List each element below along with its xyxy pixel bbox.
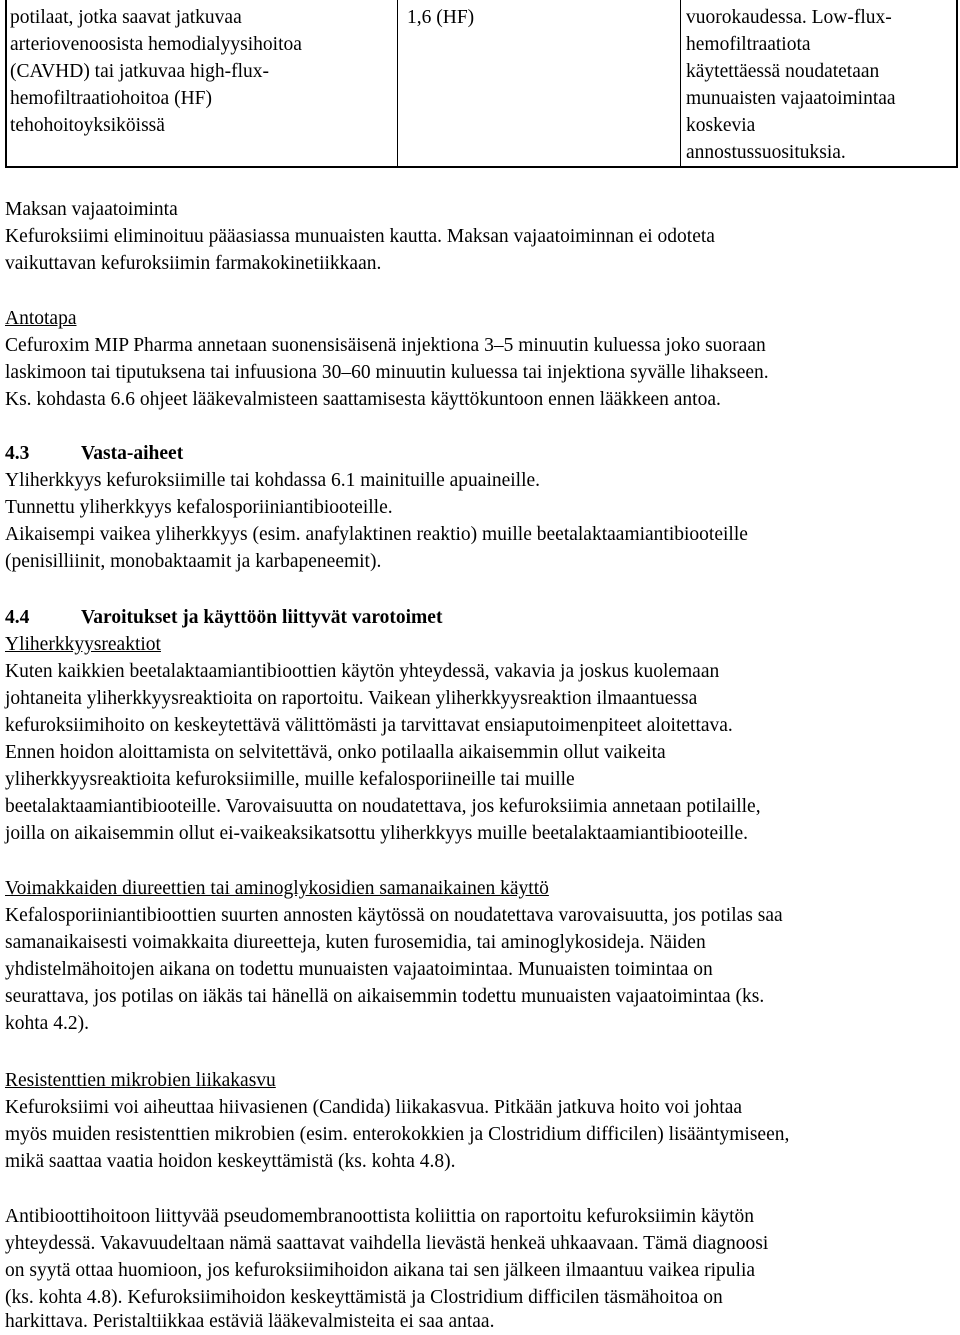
contraindication-line: (penisilliinit, monobaktaamit ja karbapeneemit).	[5, 551, 382, 572]
liver-heading: Maksan vajaatoiminta	[5, 199, 178, 220]
table-cell-note-line: annostussuosituksia.	[686, 142, 846, 163]
section-title: Vasta-aiheet	[81, 443, 184, 464]
table-cell-note-line: hemofiltraatiota	[686, 34, 811, 55]
hypersensitivity-line: Ennen hoidon aloittamista on selvitettävä, onko potilaalla aikaisemmin ollut vaikeita	[5, 742, 666, 763]
diuretics-line: kohta 4.2).	[5, 1013, 89, 1034]
diuretics-line: samanaikaisesti voimakkaita diureetteja, kuten furosemidia, tai aminoglykosideja. Näiden	[5, 932, 706, 953]
resistance-line: mikä saattaa vaatia hoidon keskeyttämistä (ks. kohta 4.8).	[5, 1151, 456, 1172]
contraindication-line: Tunnettu yliherkkyys kefalosporiiniantibiooteille.	[5, 497, 393, 518]
table-cell-note-line: koskevia	[686, 115, 756, 136]
section-title: Varoitukset ja käyttöön liittyvät varotoimet	[81, 607, 443, 628]
hypersensitivity-line: joilla on aikaisemmin ollut ei-vaikeaksikatsottu yliherkkyys muille beetalaktaamiantibiooteille.	[5, 823, 748, 844]
hypersensitivity-line: kefuroksiimihoito on keskeytettävä välittömästi ja tarvittavat ensiaputoimenpiteet aloitettava.	[5, 715, 733, 736]
colitis-line: Antibioottihoitoon liittyvää pseudomembranoottista koliittia on raportoitu kefuroksiimin käytön	[5, 1206, 755, 1227]
contraindication-line: Yliherkkyys kefuroksiimille tai kohdassa 6.1 mainituille apuaineille.	[5, 470, 541, 491]
section-number: 4.3	[5, 443, 30, 464]
table-divider-1	[397, 0, 398, 166]
hypersensitivity-heading: Yliherkkyysreaktiot	[5, 634, 161, 655]
diuretics-line: Kefalosporiiniantibioottien suurten annosten käytössä on noudatettava varovaisuutta, jos potilas saa	[5, 905, 783, 926]
table-cell-patients-line: (CAVHD) tai jatkuvaa high-flux-	[10, 61, 270, 82]
table-divider-2	[680, 0, 681, 166]
section-4-4-heading	[5, 604, 442, 631]
diuretics-heading: Voimakkaiden diureettien tai aminoglykosidien samanaikainen käyttö	[5, 878, 549, 899]
liver-text-line: vaikuttavan kefuroksiimin farmakokinetiikkaan.	[5, 253, 382, 274]
hypersensitivity-line: yliherkkyysreaktioita kefuroksiimille, muille kefalosporiineille tai muille	[5, 769, 575, 790]
diuretics-line: yhdistelmähoitojen aikana on todettu munuaisten vajaatoimintaa. Munuaisten toimintaa on	[5, 959, 713, 980]
section-4-3-heading	[5, 440, 183, 467]
hypersensitivity-line: Kuten kaikkien beetalaktaamiantibioottien käytön yhteydessä, vakavia ja joskus kuolemaan	[5, 661, 720, 682]
section-number: 4.4	[5, 607, 30, 628]
resistance-heading: Resistenttien mikrobien liikakasvu	[5, 1070, 276, 1091]
colitis-line: harkittava. Peristaltiikkaa estäviä lääkevalmisteita ei saa antaa.	[5, 1311, 495, 1332]
colitis-line: yhteydessä. Vakavuudeltaan nämä saattavat vaihdella lievästä henkeä uhkaavaan. Tämä diagnoosi	[5, 1233, 769, 1254]
colitis-line: on syytä ottaa huomioon, jos kefuroksiimihoidon aikana tai sen jälkeen ilmaantuu vaikea ripulia	[5, 1260, 756, 1281]
hypersensitivity-line: johtaneita yliherkkyysreaktioita on raportoitu. Vaikean yliherkkyysreaktion ilmaantuessa	[5, 688, 698, 709]
table-cell-patients-line: arteriovenoosista hemodialyysihoitoa	[10, 34, 302, 55]
table-cell-dose: 1,6 (HF)	[407, 7, 475, 28]
table-cell-patients-line: tehohoitoyksiköissä	[10, 115, 165, 136]
resistance-line: Kefuroksiimi voi aiheuttaa hiivasienen (Candida) liikakasvua. Pitkään jatkuva hoito voi johtaa	[5, 1097, 743, 1118]
table-cell-note-line: vuorokaudessa. Low-flux-	[686, 7, 892, 28]
hypersensitivity-line: beetalaktaamiantibiooteille. Varovaisuutta on noudatettava, jos kefuroksiimia annetaan potilaille,	[5, 796, 761, 817]
contraindication-line: Aikaisempi vaikea yliherkkyys (esim. anafylaktinen reaktio) muille beetalaktaamiantibiooteille	[5, 524, 748, 545]
table-cell-patients-line: hemofiltraatiohoitoa (HF)	[10, 88, 212, 109]
admin-text-line: laskimoon tai tiputuksena tai infuusiona 30–60 minuutin kuluessa tai injektiona syvälle lihakseen.	[5, 362, 769, 383]
admin-text-line: Cefuroxim MIP Pharma annetaan suonensisäisenä injektiona 3–5 minuutin kuluessa joko suoraan	[5, 335, 766, 356]
colitis-line: (ks. kohta 4.8). Kefuroksiimihoidon keskeyttämistä ja Clostridium difficilen täsmähoitoa on	[5, 1287, 723, 1308]
resistance-line: myös muiden resistenttien mikrobien (esim. enterokokkien ja Clostridium difficilen) lisääntymiseen,	[5, 1124, 790, 1145]
admin-heading: Antotapa	[5, 308, 77, 329]
table-cell-note-line: käytettäessä noudatetaan	[686, 61, 880, 82]
diuretics-line: seurattava, jos potilas on iäkäs tai hänellä on aikaisemmin todettu munuaisten vajaatoimintaa (ks.	[5, 986, 765, 1007]
liver-text-line: Kefuroksiimi eliminoituu pääasiassa munuaisten kautta. Maksan vajaatoiminnan ei odoteta	[5, 226, 715, 247]
table-cell-note-line: munuaisten vajaatoimintaa	[686, 88, 896, 109]
table-cell-patients-line: potilaat, jotka saavat jatkuvaa	[10, 7, 242, 28]
admin-text-line: Ks. kohdasta 6.6 ohjeet lääkevalmisteen saattamisesta käyttökuntoon ennen lääkkeen antoa.	[5, 389, 721, 410]
